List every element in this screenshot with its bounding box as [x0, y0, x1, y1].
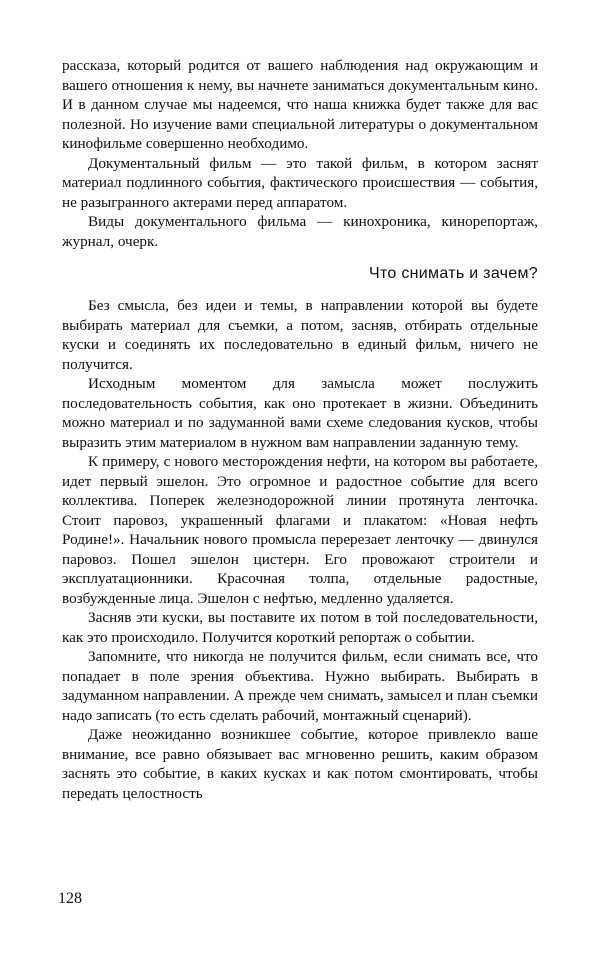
- page-number: 128: [58, 890, 82, 907]
- paragraph-starting-point: Исходным моментом для замысла может послужить последовательность события, как оно протекает в жизни. Объединить можно материал и по задуманной вами схеме следования кусков, чтобы выразить этим материалом в нужном вам направлении заданную тему.: [62, 375, 538, 451]
- page-body: [62, 56, 538, 803]
- paragraph-continuation: рассказа, который родится от вашего наблюдения над окружающим и вашего отношения к нему, вы начнете заниматься документальным кино. И в данном случае мы надеемся, что наша книжка будет также для вас полезной. Но изучение вами специальной литературы о документальном кинофильме совершенно необходимо.: [62, 57, 538, 152]
- paragraph-example: К примеру, с нового месторождения нефти, на котором вы работаете, идет первый эшелон. Это огромное и радостное событие для всего коллектива. Поперек железнодорожной линии протянута ленточка. Стоит паровоз, украшенный флагами и плакатом: «Новая нефть Родине!». Начальник нового промысла перерезает ленточку — двинулся паровоз. Пошел эшелон цистерн. Его провожают строители и эксплуатационники. Красочная толпа, отдельные радостные, возбужденные лица. Эшелон с нефтью, медленно удаляется.: [62, 453, 538, 607]
- section-heading: Что снимать и зачем?: [369, 265, 538, 282]
- paragraph-remember: Запомните, что никогда не получится фильм, если снимать все, что попадает в поле зрения объектива. Нужно выбирать. Выбирать в задуманном направлении. А прежде чем снимать, замысел и план съемки надо записать (то есть сделать рабочий, монтажный сценарий).: [62, 648, 538, 724]
- paragraph-reportage: Засняв эти куски, вы поставите их потом в той последовательности, как это происходило. Получится короткий репортаж о событии.: [62, 609, 538, 646]
- paragraph-definition: Документальный фильм — это такой фильм, в котором заснят материал подлинного события, фактического происшествия — события, не разыгранного актерами перед аппаратом.: [62, 154, 538, 211]
- paragraph-types: Виды документального фильма — кинохроника, кинорепортаж, журнал, очерк.: [62, 213, 538, 250]
- paragraph-unexpected-event: Даже неожиданно возникшее событие, которое привлекло ваше внимание, все равно обязывает вас мгновенно решить, каким образом заснять это событие, в каких кусках и как потом смонтировать, чтобы передать целостность: [62, 726, 538, 802]
- paragraph-meaning: Без смысла, без идеи и темы, в направлении которой вы будете выбирать материал для съемки, а потом, засняв, отбирать отдельные куски и соединять их последовательно в единый фильм, ничего не получится.: [62, 297, 538, 373]
